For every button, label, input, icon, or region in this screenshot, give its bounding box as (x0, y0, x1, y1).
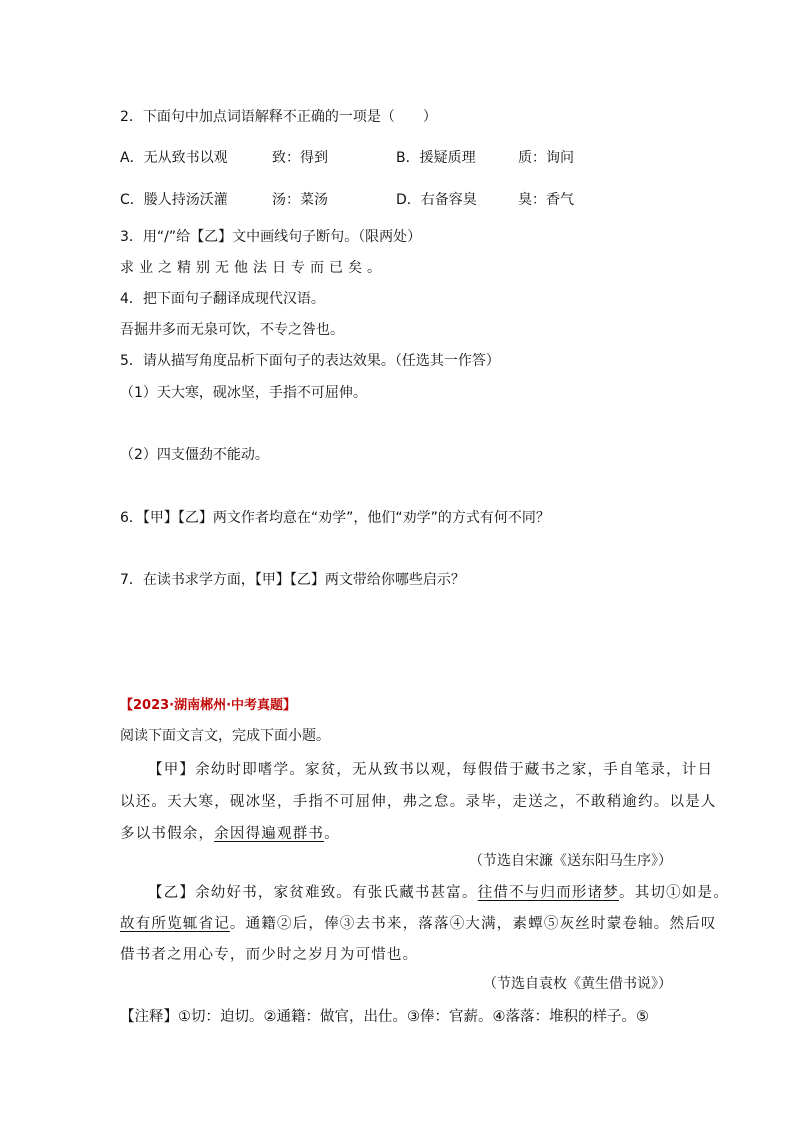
yi-line-3: 借书者之用心专，而少时之岁月为可惜也。 (120, 947, 419, 963)
question-2-option-b: B．援疑质理 (396, 150, 476, 166)
jia-line-3 (120, 824, 340, 844)
jia-line-3-pre: 多以书假余， (120, 826, 215, 842)
jia-line-3-post: 。 (324, 826, 340, 842)
reading-instruction: 阅读下面文言文，完成下面小题。 (120, 728, 330, 744)
question-3-stem: 3．用“/”给【乙】文中画线句子断句。（限两处） (120, 229, 422, 245)
yi-line-2-post: 。通籍②后，俸③去书来，落落④大满，素蟫⑤灰丝时蒙卷轴。然后叹 (229, 916, 717, 932)
question-2-stem: 2．下面句中加点词语解释不正确的一项是（ ） (120, 109, 437, 125)
question-6-stem: 6．【甲】【乙】两文作者均意在“劝学”，他们“劝学”的方式有何不同？ (120, 510, 550, 526)
question-2-option-c-gloss: 汤：菜汤 (272, 192, 328, 208)
question-2-option-b-gloss: 质：询问 (518, 150, 574, 166)
question-5-item-2: （2）四支僵劲不能动。 (120, 447, 269, 463)
jia-source: （节选自宋濂《送东阳马生序》） (469, 853, 672, 869)
question-2-option-d-gloss: 臭：香气 (518, 192, 574, 208)
question-4-sentence: 吾掘井多而无泉可饮，不专之咎也。 (120, 322, 344, 338)
yi-line-2 (120, 914, 717, 934)
question-3-sentence: 求业之精别无他法日专而已矣。 (120, 260, 386, 276)
question-5-stem: 5．请从描写角度品析下面句子的表达效果。（任选其一作答） (120, 353, 500, 369)
yi-source: （节选自袁枚《黄生借书说》） (483, 976, 672, 992)
jia-underlined-sentence: 余因得遍观群书 (214, 826, 325, 842)
yi-line-1-pre: 【乙】余幼好书，家贫难致。有张氏藏书甚富。 (148, 885, 478, 901)
yi-line-1-post: 。其切①如是。 (619, 885, 729, 901)
question-2-option-d: D．右备容臭 (396, 192, 477, 208)
question-7-stem: 7．在读书求学方面，【甲】【乙】两文带给你哪些启示？ (120, 572, 465, 588)
yi-underlined-phrase: 故有所览辄省记 (120, 916, 230, 932)
yi-underlined-sentence: 往借不与归而形诸梦 (477, 885, 620, 901)
yi-line-1 (148, 883, 729, 903)
annotation-notes: 【注释】①切：迫切。②通籍：做官，出仕。③俸：官薪。④落落：堆积的样子。⑤ (120, 1009, 649, 1025)
question-5-item-1: （1）天大寒，砚冰坚，手指不可屈伸。 (120, 385, 367, 401)
jia-line-2: 以还。天大寒，砚冰坚，手指不可屈伸，弗之怠。录毕，走送之，不敢稍逾约。以是人 (120, 794, 717, 810)
question-2-option-a: A．无从致书以观 (120, 150, 228, 166)
source-tag: 【2023·湖南郴州·中考真题】 (120, 698, 297, 713)
jia-line-1: 【甲】余幼时即嗜学。家贫，无从致书以观，每假借于藏书之家，手自笔录，计日 (148, 762, 714, 778)
question-2-option-c: C．媵人持汤沃灌 (120, 192, 228, 208)
question-2-option-a-gloss: 致：得到 (272, 150, 328, 166)
question-4-stem: 4．把下面句子翻译成现代汉语。 (120, 291, 325, 307)
